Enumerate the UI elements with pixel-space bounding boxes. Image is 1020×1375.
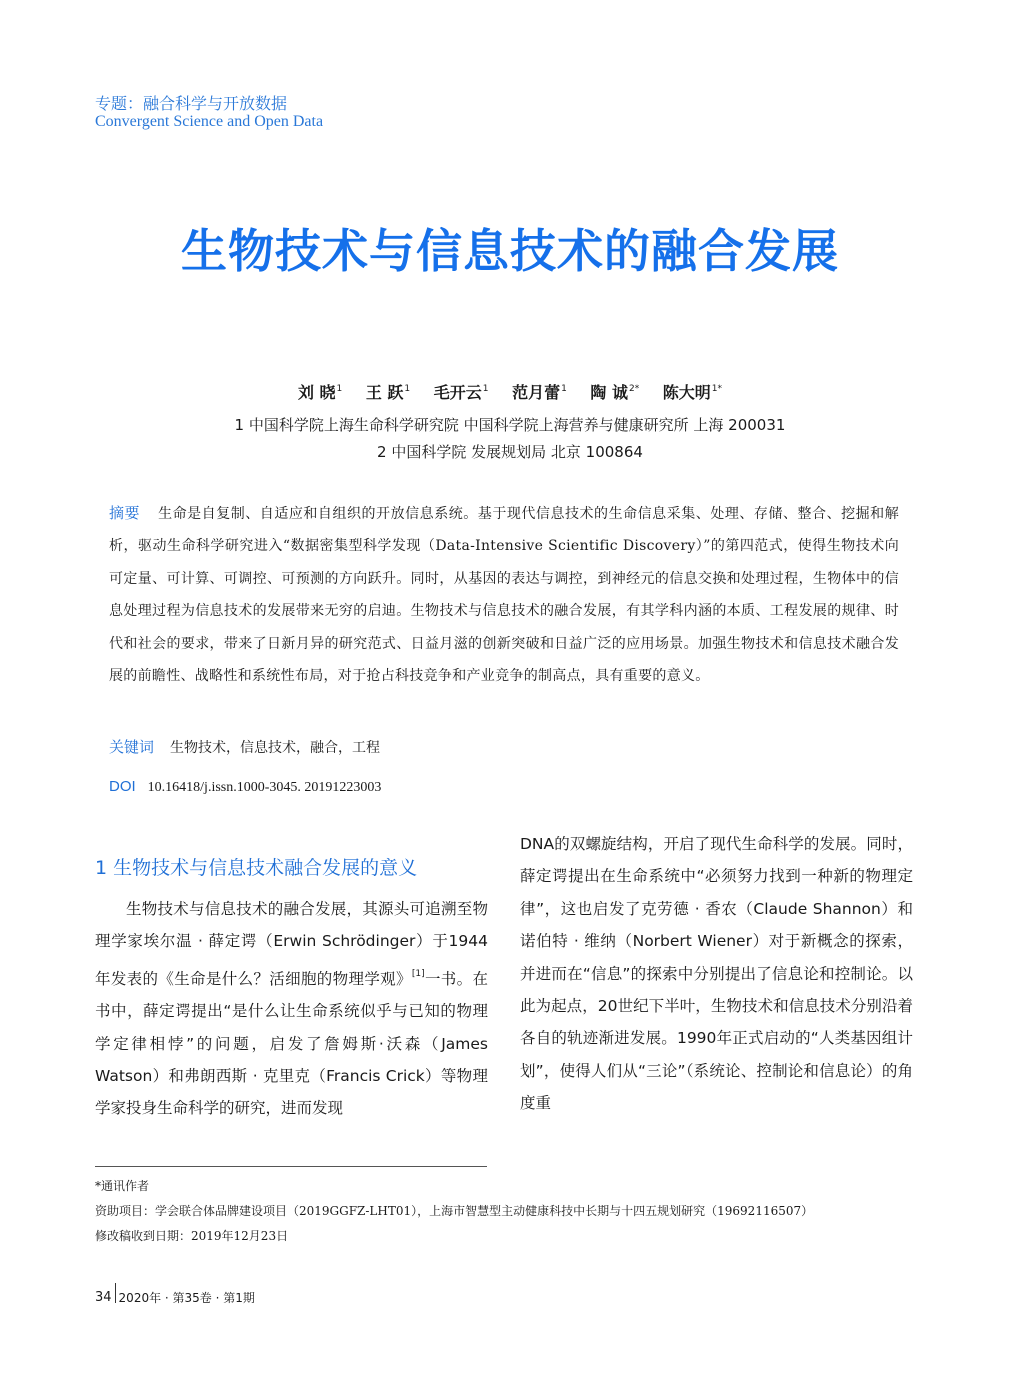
footnote-corresponding: *通讯作者 <box>95 1179 150 1193</box>
affiliation-1: 1 中国科学院上海生命科学研究院 中国科学院上海营养与健康研究所 上海 200031 <box>234 416 786 434</box>
footnote-divider <box>95 1166 487 1167</box>
paragraph: DNA的双螺旋结构，开启了现代生命科学的发展。同时，薛定谔提出在生命系统中“必须努力找到一种新的物理定律”，这也启发了克劳德 · 香农（Claude Shannon）和诺伯特 · 维纳（Norbert Wiener）对于新概念的探索，并进而在“信息”的探索中分别提出了信息论和控制论。以此为起点，20世纪下半叶，生物技术和信息技术分别沿着各自的轨迹渐进发展。1990年正式启动的“人类基因组计划”，使得人们从“三论”（系统论、控制论和信息论）的角度重 <box>520 835 913 1113</box>
abstract-text: 生命是自复制、自适应和自组织的开放信息系统。基于现代信息技术的生命信息采集、处理、存储、整合、挖掘和解析，驱动生命科学研究进入“数据密集型科学发现（Data-Intensive Scientific Discovery）”的第四范式，使得生物技术向可定量、可计算、可调控、可预测的方向跃升。同时，从基因的表达与调控，到神经元的信息交换和处理过程，生物体中的信息处理过程为信息技术的发展带来无穷的启迪。生物技术与信息技术的融合发展，有其学科内涵的本质、工程发展的规律、时代和社会的要求，带来了日新月异的研究范式、日益月滋的创新突破和日益广泛的应用场景。加强生物技术和信息技术融合发展的前瞻性、战略性和系统性布局，对于抢占科技竞争和产业竞争的制高点，具有重要的意义。 <box>109 506 900 685</box>
paragraph: 生物技术与信息技术的融合发展，其源头可追溯至物理学家埃尔温 · 薛定谔（Erwin Schrödinger）于1944年发表的《生命是什么？活细胞的物理学观》[1]一书。在书中，薛定谔提出“是什么让生命系统似乎与已知的物理学定律相悖”的问题，启发了詹姆斯·沃森（James Watson）和弗朗西斯 · 克里克（Francis Crick）等物理学家投身生命科学的研究，进而发现 <box>95 900 488 1118</box>
author: 陈大明$^{1*}$ <box>662 383 723 402</box>
keywords-label: 关键词 <box>109 738 155 756</box>
footnote-funding: 资助项目：学会联合体品牌建设项目（2019GGFZ-LHT01），上海市智慧型主动健康科技中长期与十四五规划研究（19692116507） <box>95 1204 814 1218</box>
author: 范月蕾$^1$ <box>512 383 567 402</box>
issue-info: 2020年 · 第35卷 · 第1期 <box>118 1290 255 1305</box>
keywords <box>109 736 380 757</box>
body-column-left <box>95 893 488 1125</box>
footer-divider <box>115 1283 116 1303</box>
abstract <box>109 497 899 692</box>
page-footer <box>95 1287 255 1307</box>
page-number: 34 <box>95 1289 112 1305</box>
footnote-received: 修改稿收到日期：2019年12月23日 <box>95 1229 289 1243</box>
keywords-text: 生物技术，信息技术，融合，工程 <box>170 740 381 756</box>
author: 王 跃$^1$ <box>365 383 411 402</box>
affiliation-2: 2 中国科学院 发展规划局 北京 100864 <box>377 443 643 461</box>
author: 刘 晓$^1$ <box>297 383 343 402</box>
doi-text: 10.16418/j.issn.1000-3045. 20191223003 <box>147 780 382 795</box>
doi-label: DOI <box>109 778 136 795</box>
author-list <box>0 380 1020 403</box>
section-heading: 1 生物技术与信息技术融合发展的意义 <box>95 857 418 879</box>
citation-ref[interactable]: [1] <box>411 968 425 979</box>
special-topic-zh: 专题：融合科学与开放数据 <box>95 94 288 113</box>
body-column-right <box>520 828 913 1120</box>
doi <box>109 778 381 796</box>
abstract-label: 摘要 <box>109 504 141 522</box>
author: 毛开云$^1$ <box>433 383 489 402</box>
special-topic-en: Convergent Science and Open Data <box>95 113 324 130</box>
author: 陶 诚$^{2*}$ <box>590 383 640 402</box>
paper-title: 生物技术与信息技术的融合发展 <box>181 224 839 278</box>
